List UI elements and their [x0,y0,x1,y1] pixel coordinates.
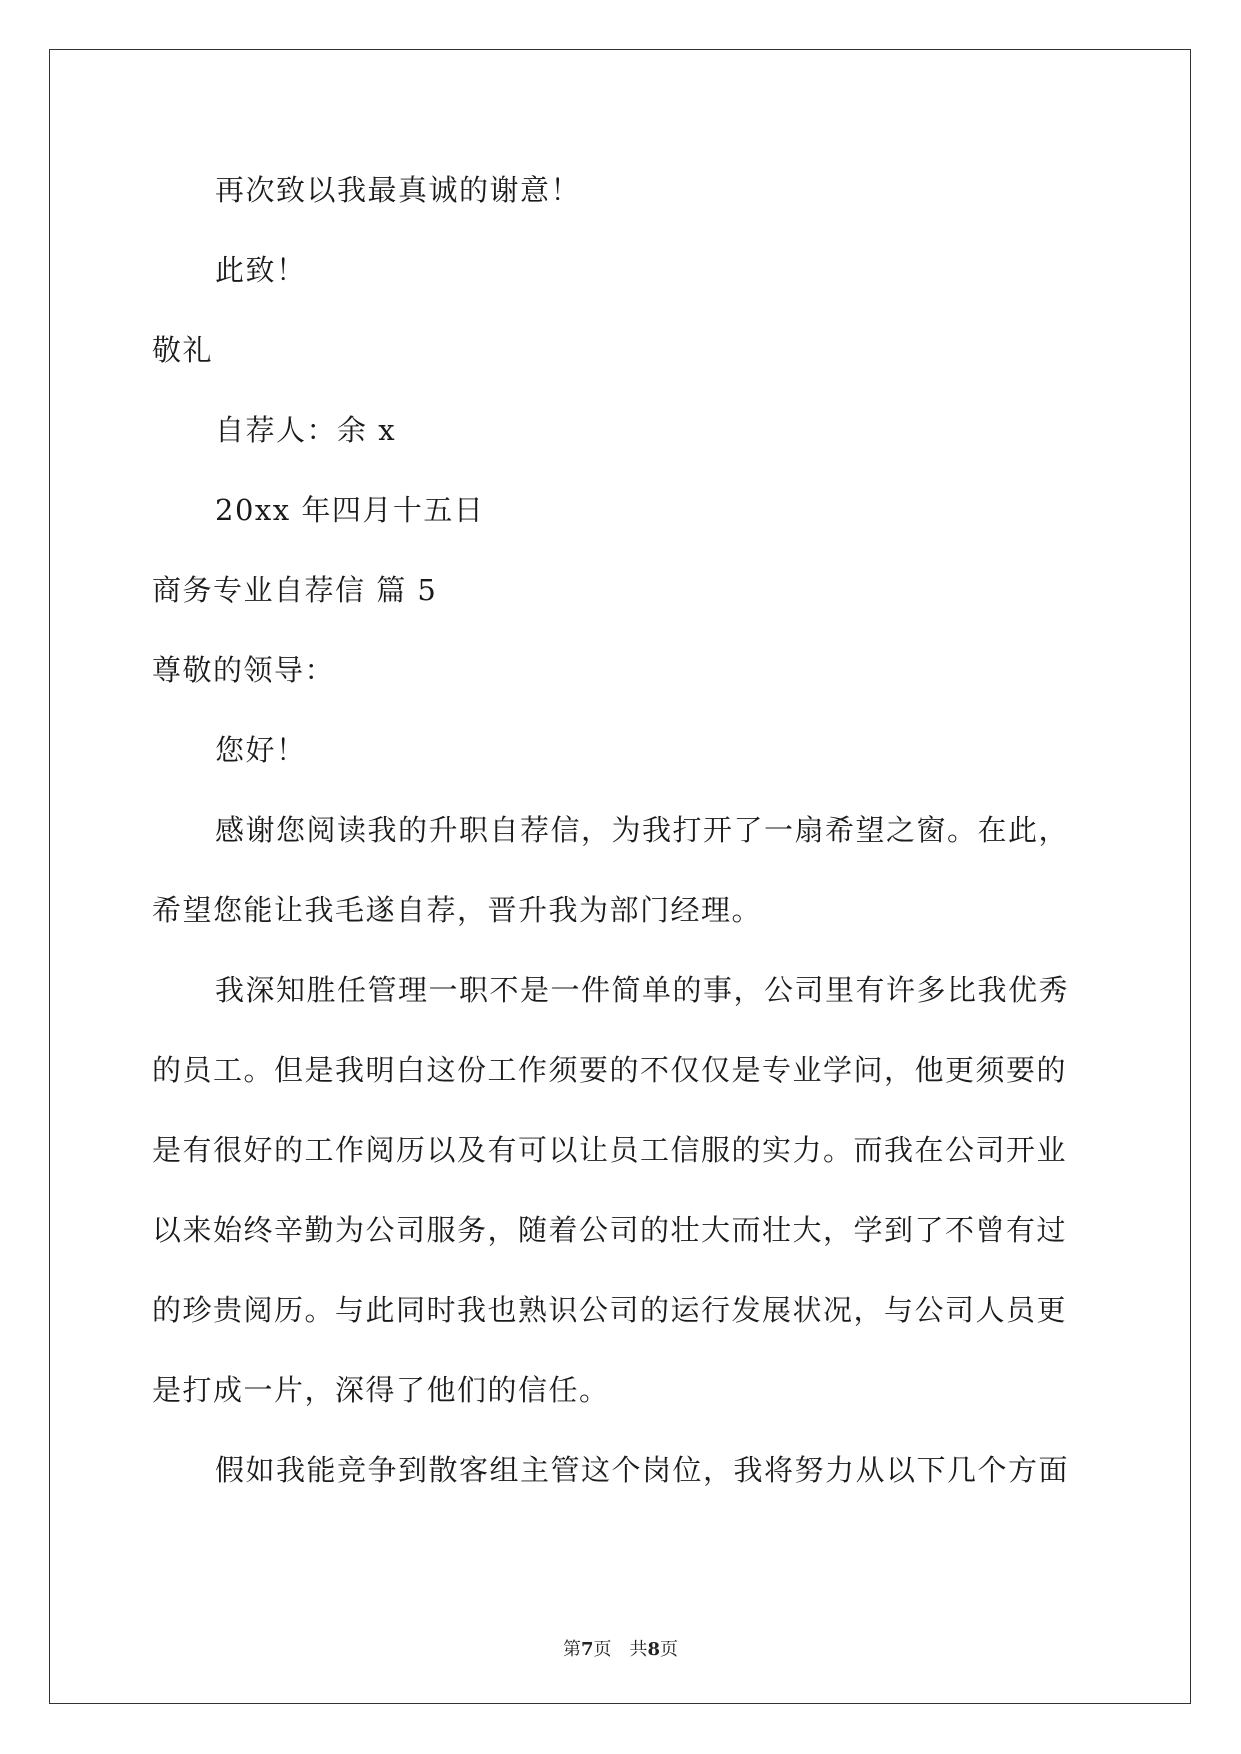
paragraph-line: 假如我能竞争到散客组主管这个岗位，我将努力从以下几个方面 [215,1453,1070,1487]
greeting-recipient: 尊敬的领导： [152,653,336,687]
paragraph-line: 的员工。但是我明白这份工作须要的不仅仅是专业学问，他更须要的 [152,1053,1068,1087]
page-current: 7 [580,1639,594,1660]
section-heading: 商务专业自荐信 篇 5 [152,573,438,607]
paragraph-line: 是打成一片，深得了他们的信任。 [152,1373,610,1407]
salutation-respect: 敬礼 [152,333,214,367]
page-suffix: 页 [593,1639,612,1660]
salutation-closing: 此致！ [215,253,307,287]
page-total: 8 [647,1639,661,1660]
paragraph-line: 我深知胜任管理一职不是一件简单的事，公司里有许多比我优秀 [215,973,1070,1007]
total-prefix: 共 [629,1639,648,1660]
paragraph-line: 是有很好的工作阅历以及有可以让员工信服的实力。而我在公司开业 [152,1133,1068,1167]
paragraph-line: 希望您能让我毛遂自荐，晋升我为部门经理。 [152,893,763,927]
page-prefix: 第 [562,1639,581,1660]
signature-line: 自荐人：余 x [215,413,397,447]
greeting-hello: 您好！ [215,733,307,767]
date-line: 20xx 年四月十五日 [215,493,485,527]
paragraph-line: 以来始终辛勤为公司服务，随着公司的壮大而壮大，学到了不曾有过 [152,1213,1068,1247]
total-suffix: 页 [660,1639,679,1660]
closing-thanks: 再次致以我最真诚的谢意！ [215,173,582,207]
paragraph-line: 的珍贵阅历。与此同时我也熟识公司的运行发展状况，与公司人员更 [152,1293,1068,1327]
page-footer [0,1638,1241,1662]
paragraph-line: 感谢您阅读我的升职自荐信，为我打开了一扇希望之窗。在此， [215,813,1070,847]
